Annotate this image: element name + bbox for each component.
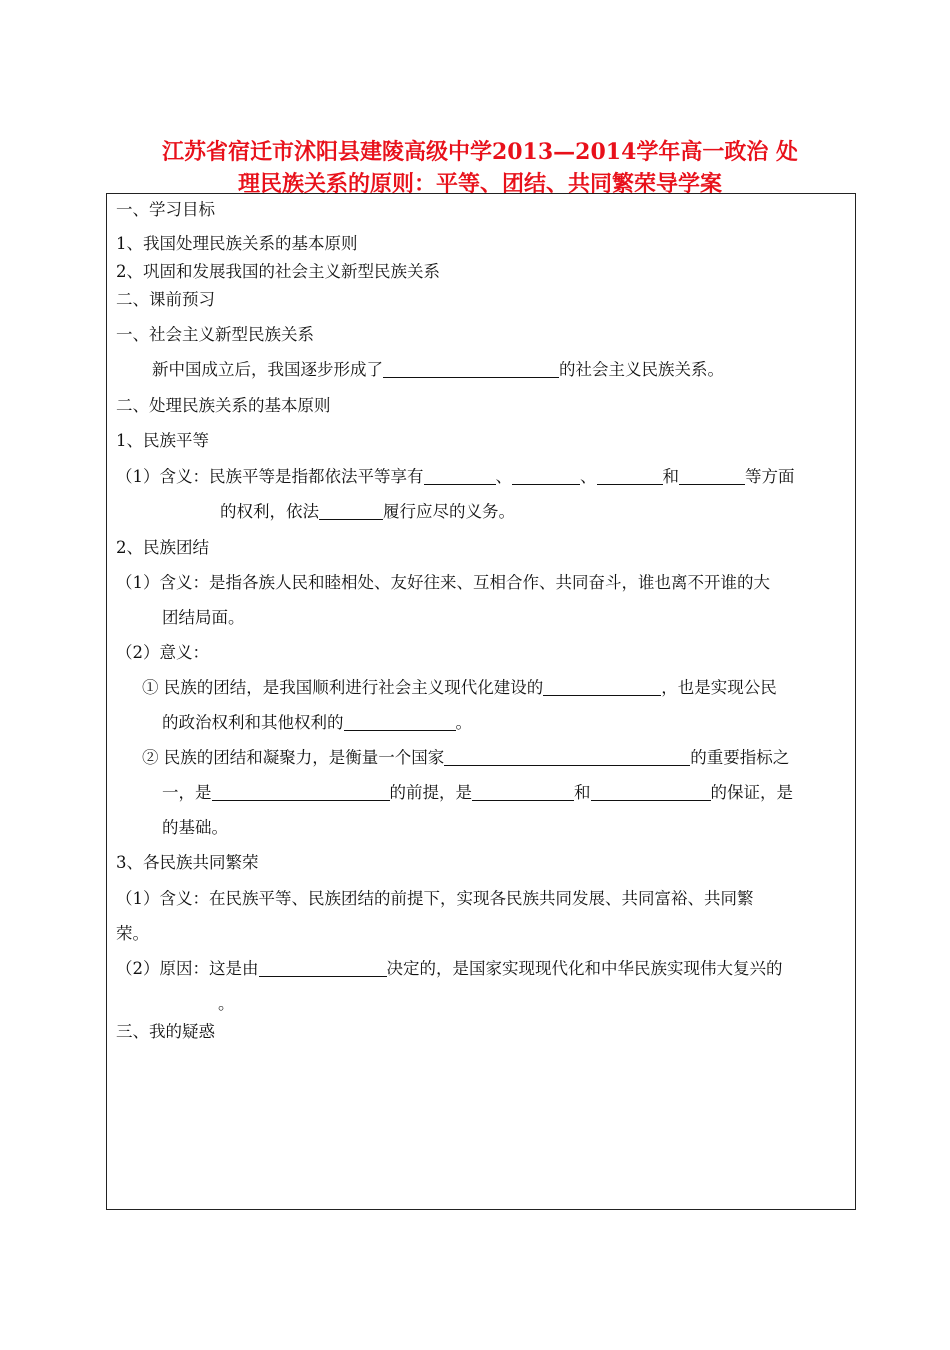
unity-significance-label: （2）意义： [116, 643, 209, 662]
significance-1-line-2 [162, 712, 472, 734]
significance-1-line-1 [142, 677, 777, 699]
fill-in-blank[interactable] [597, 466, 663, 485]
equality-meaning-line-1 [116, 466, 795, 488]
text-segment: 。 [455, 713, 472, 732]
fill-in-blank[interactable] [512, 466, 580, 485]
text-segment: 一，是 [162, 783, 212, 802]
fill-in-blank[interactable] [679, 466, 745, 485]
prosperity-reason-line-1 [116, 958, 783, 980]
fill-in-blank[interactable] [212, 782, 390, 801]
goal-2: 2、巩固和发展我国的社会主义新型民族关系 [116, 262, 440, 281]
fill-in-blank[interactable] [344, 712, 456, 731]
heading-new-relations: 一、社会主义新型民族关系 [116, 325, 314, 344]
unity-meaning-line-1: （1）含义：是指各族人民和睦相处、友好往来、互相合作、共同奋斗，谁也离不开谁的大 [116, 573, 770, 592]
text-segment: 和 [574, 783, 591, 802]
fill-in-blank[interactable] [259, 958, 387, 977]
fill-in-blank[interactable] [383, 359, 559, 378]
text-segment: ② 民族的团结和凝聚力，是衡量一个国家 [142, 748, 445, 767]
prosperity-reason-line-2: 。 [218, 994, 235, 1013]
significance-2-line-1 [142, 747, 789, 769]
text-segment: 和 [662, 467, 679, 486]
text-segment: 的政治权利和其他权利的 [162, 713, 344, 732]
heading-equality: 1、民族平等 [116, 431, 209, 450]
unity-meaning-line-2: 团结局面。 [162, 608, 245, 627]
fill-in-blank[interactable] [424, 466, 496, 485]
section-preview: 二、课前预习 [116, 290, 215, 309]
goal-1: 1、我国处理民族关系的基本原则 [116, 234, 358, 253]
fill-in-blank[interactable] [444, 747, 690, 766]
text-segment: 的重要指标之 [690, 748, 790, 767]
heading-prosperity: 3、各民族共同繁荣 [116, 853, 259, 872]
text-segment: 的前提，是 [389, 783, 472, 802]
title-line-2: 理民族关系的原则：平等、团结、共同繁荣导学案 [237, 171, 722, 197]
text-segment: 、 [495, 467, 512, 486]
text-segment: 的保证，是 [710, 783, 793, 802]
text-segment: ① 民族的团结，是我国顺利进行社会主义现代化建设的 [142, 678, 544, 697]
significance-2-line-2 [162, 782, 793, 804]
text-segment: 履行应尽的义务。 [383, 502, 515, 521]
fill-in-blank[interactable] [472, 782, 574, 801]
heading-principles: 二、处理民族关系的基本原则 [116, 396, 331, 415]
text-segment: 新中国成立后，我国逐步形成了 [152, 360, 383, 379]
text-segment: ，也是实现公民 [661, 678, 777, 697]
prosperity-meaning-line-2: 荣。 [116, 924, 149, 943]
para-new-relations [152, 359, 724, 381]
title-line-1: 江苏省宿迁市沭阳县建陵高级中学2013—2014学年高一政治 处 [161, 139, 799, 165]
text-segment: 的社会主义民族关系。 [559, 360, 724, 379]
fill-in-blank[interactable] [591, 782, 711, 801]
document-title [110, 136, 850, 200]
text-segment: 的权利，依法 [220, 502, 319, 521]
fill-in-blank[interactable] [543, 677, 661, 696]
heading-unity: 2、民族团结 [116, 538, 209, 557]
significance-2-line-3: 的基础。 [162, 818, 228, 837]
text-segment: （2）原因：这是由 [116, 959, 259, 978]
section-my-questions: 三、我的疑惑 [116, 1022, 215, 1041]
text-segment: （1）含义：民族平等是指都依法平等享有 [116, 467, 424, 486]
section-learning-goals: 一、学习目标 [116, 200, 215, 219]
text-segment: 、 [580, 467, 597, 486]
text-segment: 等方面 [745, 467, 795, 486]
prosperity-meaning-line-1: （1）含义：在民族平等、民族团结的前提下，实现各民族共同发展、共同富裕、共同繁 [116, 889, 754, 908]
fill-in-blank[interactable] [319, 501, 383, 520]
equality-meaning-line-2 [220, 501, 515, 523]
text-segment: 决定的，是国家实现现代化和中华民族实现伟大复兴的 [386, 959, 783, 978]
